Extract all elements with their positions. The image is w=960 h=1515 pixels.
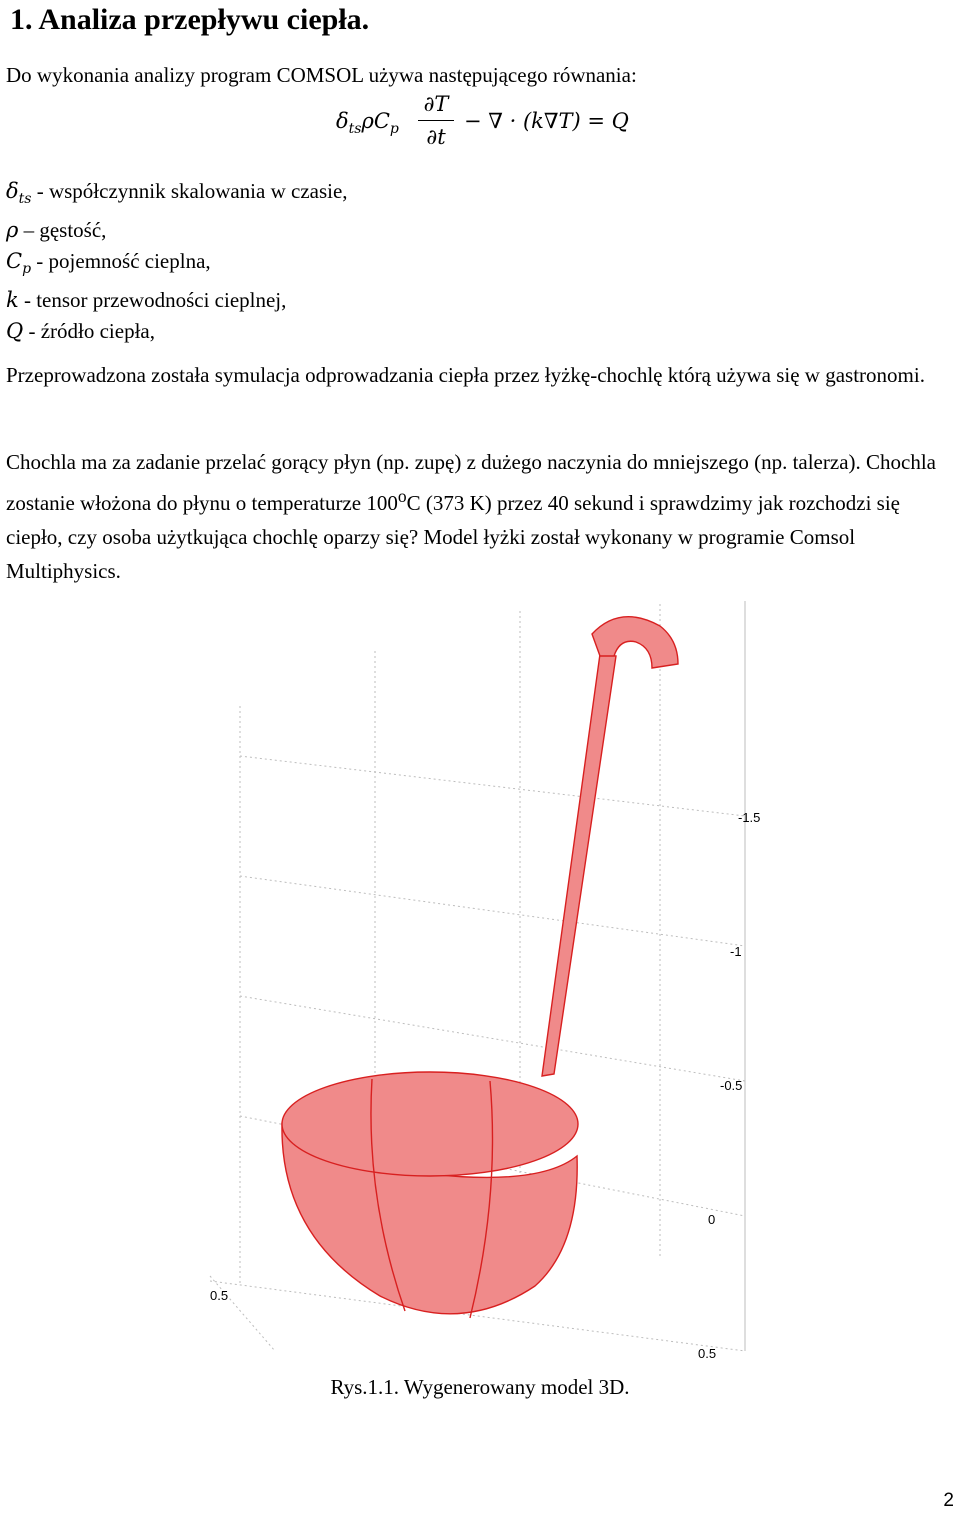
eq-delta: δ — [336, 109, 349, 133]
symbol-definitions — [6, 176, 348, 347]
eq-cp: C — [373, 109, 390, 133]
def-text: - źródło ciepła, — [23, 319, 155, 344]
figure-caption: Rys.1.1. Wygenerowany model 3D. — [330, 1375, 630, 1399]
axis-tick-label: -1.5 — [738, 810, 761, 825]
definition-item — [6, 316, 348, 347]
axis-tick-label: 0.5 — [210, 1288, 229, 1303]
eq-fraction — [418, 90, 454, 151]
ladle-rim — [282, 1072, 578, 1176]
eq-delta-sub: ts — [348, 121, 362, 138]
definition-item — [6, 176, 348, 215]
eq-cp-sub: p — [389, 121, 399, 138]
ladle-model — [282, 617, 678, 1318]
definition-item — [6, 285, 348, 316]
degree-sup: o — [397, 486, 407, 506]
eq-rest: − ∇ · (k∇T) = Q — [464, 109, 629, 133]
def-symbol: C — [6, 249, 23, 274]
definition-item — [6, 215, 348, 246]
def-symbol: Q — [6, 319, 24, 344]
section-heading: 1. Analiza przepływu ciepła. — [10, 3, 370, 36]
paragraph-simulation: Przeprowadzona została symulacja odprowadzania ciepła przez łyżkę-chochlę którą używa się w gastronomi. — [6, 363, 925, 387]
def-symbol: k — [6, 288, 19, 313]
def-text: - współczynnik skalowania w czasie, — [31, 179, 348, 203]
eq-frac-num: ∂T — [423, 92, 449, 116]
def-symbol: ρ — [6, 218, 19, 243]
def-text: - pojemność cieplna, — [31, 249, 211, 274]
eq-frac-bar — [418, 120, 454, 121]
axis-tick-label: -0.5 — [720, 1078, 743, 1093]
page-number: 2 — [943, 1490, 954, 1511]
eq-rho: ρ — [361, 109, 374, 133]
intro-text: Do wykonania analizy program COMSOL używa następującego równania: — [6, 63, 637, 87]
paragraph-part: Chochla ma za zadanie przelać gorący płyn (np. zupę) z dużego naczynia do mniejszego (np. talerza). Chochla zostanie włożona do płynu o temperaturze 100 — [6, 450, 936, 515]
def-text: – gęstość, — [18, 218, 107, 243]
definition-item — [6, 246, 348, 285]
paragraph-description — [6, 445, 956, 588]
axis-tick-label: 0.5 — [698, 1346, 717, 1358]
def-symbol: δ — [6, 179, 19, 203]
ladle-handle — [542, 654, 616, 1076]
def-sub: ts — [18, 191, 32, 208]
def-text: - tensor przewodności cieplnej, — [18, 288, 287, 313]
eq-frac-den: ∂t — [426, 125, 446, 149]
axis-tick-label: 0 — [708, 1212, 716, 1227]
def-sub: p — [22, 261, 32, 278]
axis-tick-label: -1 — [730, 944, 742, 959]
ladle-3d-model-figure — [190, 596, 770, 1358]
paragraph-part: C (373 K) przez 40 sekund i sprawdzimy jak rozchodzi się ciepło, czy osoba użytkująca chochlę oparzy się? Model łyżki został wykonany w programie Comsol Multiphysics. — [6, 491, 900, 583]
